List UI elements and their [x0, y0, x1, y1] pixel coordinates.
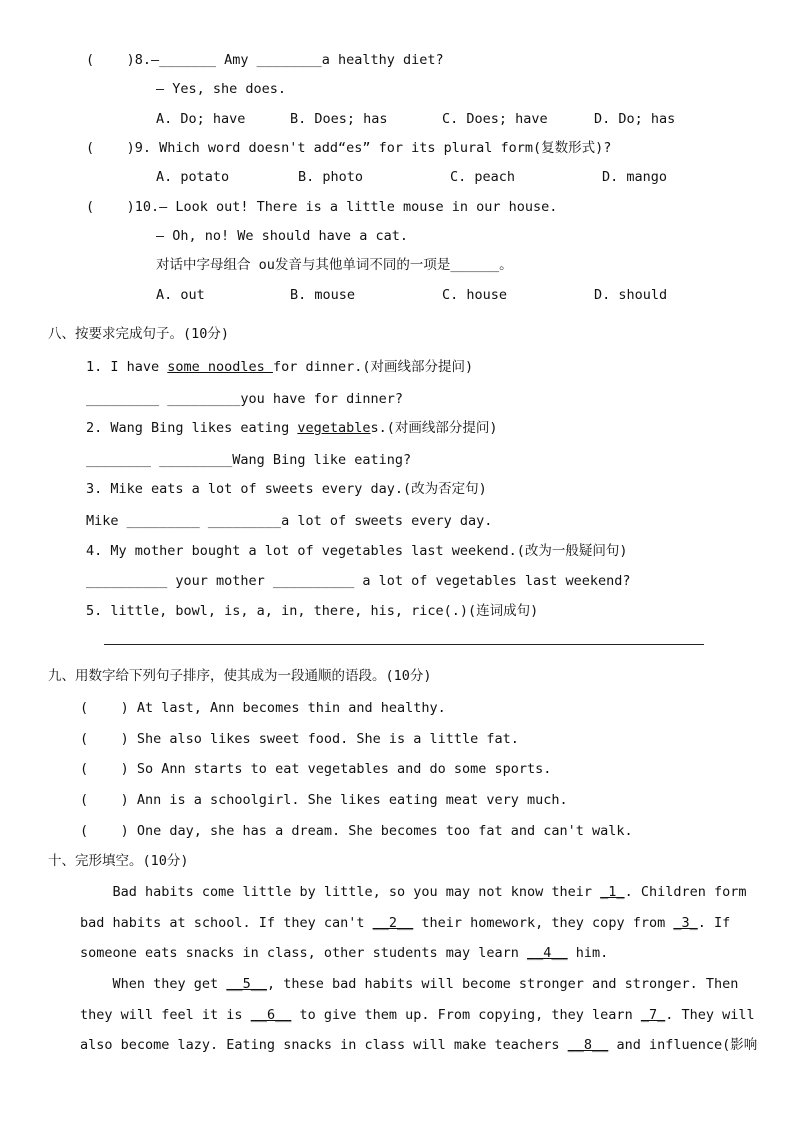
- cloze-text: . They will: [665, 1007, 755, 1023]
- s9-item: ( ) One day, she has a dream. She becomes too fat and can't walk.: [80, 823, 633, 839]
- cloze-text: they will feel it is: [80, 1007, 251, 1023]
- cloze-line: [80, 975, 738, 993]
- cloze-blank-8: __8__: [567, 1037, 609, 1053]
- cloze-line: [80, 883, 746, 901]
- s8-q2: [86, 419, 498, 437]
- q10-option-c: C. house: [442, 287, 508, 303]
- q10-option-b: B. mouse: [290, 287, 356, 303]
- q8-option-d: D. Do; has: [594, 111, 676, 127]
- cloze-blank-4: __4__: [527, 945, 568, 961]
- s8-q1-underlined: some noodles: [167, 359, 273, 375]
- q10-option-d: D. should: [594, 287, 668, 303]
- cloze-text: and influence(影响: [608, 1037, 758, 1053]
- s8-q1-a: 1. I have: [86, 359, 168, 375]
- cloze-text: . If: [697, 915, 731, 931]
- cloze-text: bad habits at school. If they can't: [80, 915, 373, 931]
- cloze-text: When they get: [80, 976, 227, 992]
- q10-line: ( )10.— Look out! There is a little mouse in our house.: [86, 199, 558, 215]
- q10-option-a: A. out: [156, 287, 205, 303]
- s8-q1-b: for dinner.(对画线部分提问): [272, 359, 474, 375]
- cloze-line: [80, 944, 608, 962]
- s9-item: ( ) At last, Ann becomes thin and healthy.: [80, 700, 446, 716]
- s9-item: ( ) Ann is a schoolgirl. She likes eating meat very much.: [80, 792, 568, 808]
- s8-a2: ________ _________Wang Bing like eating?: [86, 452, 412, 468]
- q9-option-c: C. peach: [450, 169, 516, 185]
- cloze-text: him.: [567, 945, 609, 961]
- cloze-text: to give them up. From copying, they learn: [291, 1007, 641, 1023]
- s8-q5: 5. little, bowl, is, a, in, there, his, rice(.)(连词成句): [86, 603, 539, 619]
- cloze-blank-7: _7_: [640, 1007, 666, 1023]
- q10-line3: 对话中字母组合 ou发音与其他单词不同的一项是______。: [156, 257, 513, 273]
- cloze-text: also become lazy. Eating snacks in class will make teachers: [80, 1037, 568, 1053]
- s8-a4: __________ your mother __________ a lot of vegetables last weekend?: [86, 573, 631, 589]
- q8-answer: — Yes, she does.: [156, 81, 287, 97]
- cloze-text: , these bad habits will become stronger and stronger. Then: [266, 976, 739, 992]
- cloze-line: [80, 1036, 757, 1054]
- cloze-text: . Children form: [624, 884, 747, 900]
- cloze-text: their homework, they copy from: [413, 915, 674, 931]
- cloze-text: someone eats snacks in class, other students may learn: [80, 945, 528, 961]
- cloze-blank-3: _3_: [673, 915, 698, 931]
- cloze-line: [80, 914, 730, 932]
- s8-q2-b: s.(对画线部分提问): [370, 420, 498, 436]
- s8-a3: Mike _________ _________a lot of sweets every day.: [86, 513, 493, 529]
- s8-a1: _________ _________you have for dinner?: [86, 391, 403, 407]
- q8-option-a: A. Do; have: [156, 111, 246, 127]
- s8-q3: 3. Mike eats a lot of sweets every day.(改为否定句): [86, 481, 487, 497]
- s8-q2-underlined: vegetable: [297, 420, 371, 436]
- q8-option-b: B. Does; has: [290, 111, 388, 127]
- answer-rule: [104, 644, 704, 645]
- q9-option-b: B. photo: [298, 169, 364, 185]
- s9-item: ( ) She also likes sweet food. She is a little fat.: [80, 731, 519, 747]
- cloze-blank-1: _1_: [600, 884, 625, 900]
- section-8-heading: 八、按要求完成句子。(10分): [48, 326, 230, 342]
- q9-option-a: A. potato: [156, 169, 230, 185]
- q10-line2: — Oh, no! We should have a cat.: [156, 228, 408, 244]
- s8-q2-a: 2. Wang Bing likes eating: [86, 420, 298, 436]
- cloze-line: [80, 1006, 755, 1024]
- cloze-text: Bad habits come little by little, so you may not know their: [80, 884, 601, 900]
- q8-line: ( )8.—_______ Amy ________a healthy diet?: [86, 52, 444, 68]
- s9-item: ( ) So Ann starts to eat vegetables and do some sports.: [80, 761, 552, 777]
- cloze-blank-6: __6__: [250, 1007, 292, 1023]
- section-9-heading: 九、用数字给下列句子排序，使其成为一段通顺的语段。(10分): [48, 668, 432, 684]
- cloze-blank-5: __5__: [226, 976, 267, 992]
- cloze-blank-2: __2__: [372, 915, 414, 931]
- q9-option-d: D. mango: [602, 169, 668, 185]
- q9-line: ( )9. Which word doesn't add“es” for its plural form(复数形式)?: [86, 140, 612, 156]
- section-10-heading: 十、完形填空。(10分): [48, 853, 189, 869]
- q8-option-c: C. Does; have: [442, 111, 548, 127]
- s8-q4: 4. My mother bought a lot of vegetables last weekend.(改为一般疑问句): [86, 543, 628, 559]
- s8-q1: [86, 358, 473, 376]
